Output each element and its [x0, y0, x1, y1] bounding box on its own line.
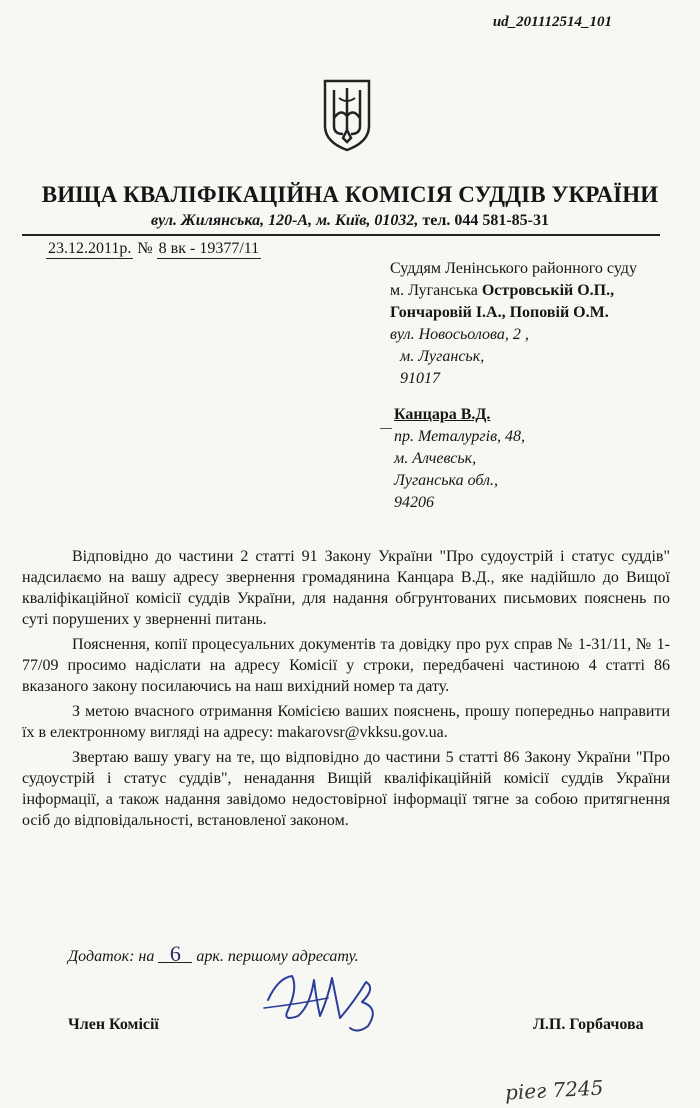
organization-phone: тел. 044 581-85-31: [418, 212, 549, 229]
complainant-name: Канцара В.Д.: [394, 406, 491, 423]
body-paragraph-3: З метою вчасного отримання Комісією ваших пояснень, прошу попередньо направити їх в електронному вигляді на адресу: makarovsr@vkksu.gov.ua.: [22, 703, 670, 741]
body-paragraph-1: Відповідно до частини 2 статті 91 Закону України "Про судоустрій і статус суддів" надсилаємо на вашу адресу звернення громадянина Канцара В.Д., яке надійшло до Вищої кваліфікаційної комісії суддів України, для надання обгрунтованих письмових пояснень по суті порушених у зверненні питань.: [22, 548, 670, 628]
organization-street: вул. Жилянська, 120-А, м. Київ, 01032,: [151, 212, 419, 229]
enclosure-pages: 6: [158, 946, 192, 963]
enclosure-prefix: Додаток: на: [68, 948, 155, 965]
number-sign: №: [137, 240, 153, 257]
complainant-region: Луганська обл.,: [394, 472, 498, 489]
dash-mark: [380, 428, 392, 429]
recipient-city-plain: м. Луганська: [390, 282, 478, 299]
recipient-street: вул. Новосьолова, 2 ,: [390, 326, 529, 343]
signatory-title: Член Комісії: [68, 1016, 159, 1033]
complainant-block: [394, 404, 525, 514]
recipient-judge-1: Островській О.П.,: [481, 282, 615, 299]
document-id: ud_201112514_101: [492, 14, 612, 30]
recipient-zip: 91017: [400, 370, 440, 387]
signatory-name: Л.П. Горбачова: [533, 1016, 644, 1033]
recipient-city-line: [390, 280, 637, 302]
complainant-city: м. Алчевськ,: [394, 450, 477, 467]
coat-of-arms-trident-icon: [321, 78, 373, 152]
body-paragraph-2: Пояснення, копії процесуальних документів та довідку про рух справ № 1-31/11, № 1-77/09 просимо надіслати на адресу Комісії у строки, передбачені частиною 4 статті 86 вказаного закону посилаючись на наш вихідний номер та дату.: [22, 636, 670, 695]
recipient-city: м. Луганськ,: [400, 348, 485, 365]
handwritten-note: ріег 7245: [504, 1075, 604, 1105]
body-paragraph-4: Звертаю вашу увагу на те, що відповідно до частини 5 статті 86 Закону України "Про судоустрій і статус суддів", ненадання Вищій кваліфікаційній комісії суддів України інформації, а також надання завідомо недостовірної інформації тягне за собою притягнення осіб до відповідальності, встановленої законом.: [22, 749, 670, 829]
enclosure-suffix: арк. першому адресату.: [196, 948, 359, 965]
handwritten-signature: [258, 958, 398, 1038]
outgoing-number: 8 вк - 19377/11: [158, 240, 260, 257]
letter-body: [22, 546, 670, 835]
outgoing-date: 23.12.2011р.: [48, 240, 132, 257]
organization-address: [0, 212, 700, 230]
recipient-court: Суддям Ленінського районного суду: [390, 260, 637, 277]
recipient-judges-2-3: Гончаровій І.А., Поповій О.М.: [390, 304, 609, 321]
complainant-zip: 94206: [394, 494, 434, 511]
header-divider: [22, 234, 660, 236]
outgoing-reference: [46, 240, 261, 259]
complainant-street: пр. Металургів, 48,: [394, 428, 526, 445]
organization-title: ВИЩА КВАЛІФІКАЦІЙНА КОМІСІЯ СУДДІВ УКРАЇНИ: [41, 182, 659, 207]
recipient-block: [390, 258, 637, 390]
